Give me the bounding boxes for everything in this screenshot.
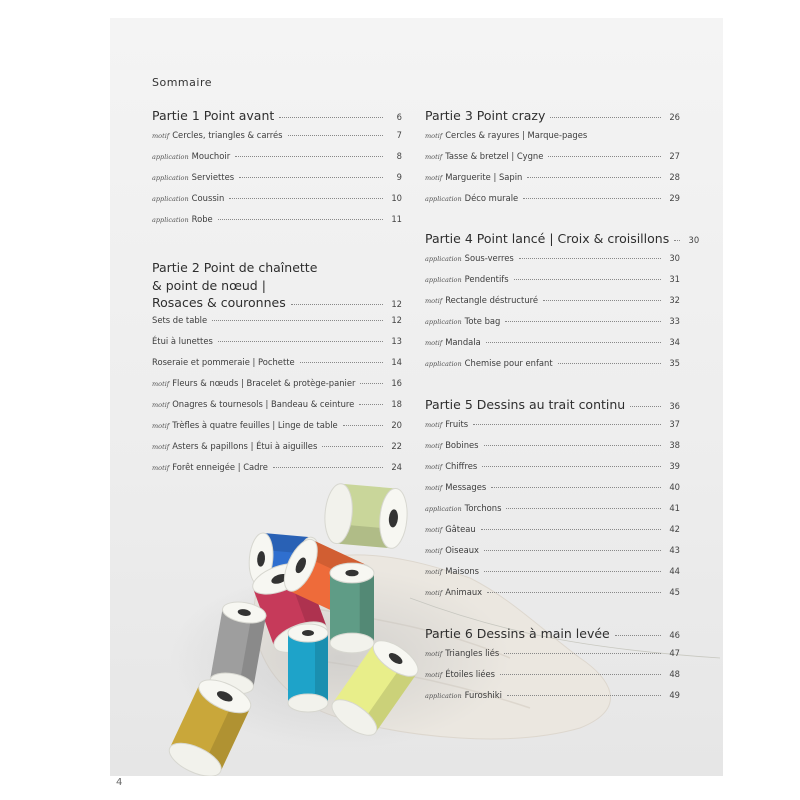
entry-title: Torchons xyxy=(464,503,502,513)
page-ref: 46 xyxy=(669,630,680,640)
entry-title: Sets de table xyxy=(152,315,208,325)
part-heading[interactable] xyxy=(425,108,680,126)
toc-entry[interactable] xyxy=(152,130,402,151)
entry-title: Pendentifs xyxy=(464,274,509,284)
page-ref: 32 xyxy=(669,295,680,305)
leader-dots xyxy=(279,117,383,118)
entry-kind: application xyxy=(425,505,462,513)
leader-dots xyxy=(273,467,383,468)
page-ref: 40 xyxy=(669,482,680,492)
entry-title: Étui à lunettes xyxy=(152,336,213,346)
page-ref: 36 xyxy=(669,401,680,411)
entry-kind: application xyxy=(425,692,462,700)
leader-dots xyxy=(218,219,383,220)
toc-entry[interactable] xyxy=(425,503,680,524)
leader-dots xyxy=(504,653,661,654)
entry-title: Maisons xyxy=(445,566,480,576)
entry-kind: motif xyxy=(152,132,170,140)
page-ref: 39 xyxy=(669,461,680,471)
entry-kind: application xyxy=(425,255,462,263)
toc-entry[interactable] xyxy=(425,193,680,214)
leader-dots xyxy=(486,342,661,343)
entry-kind: motif xyxy=(425,547,443,555)
toc-entry[interactable] xyxy=(425,566,680,587)
entry-title: Trèfles à quatre feuilles | Linge de table xyxy=(172,420,338,430)
leader-dots xyxy=(288,135,383,136)
toc-entry[interactable] xyxy=(425,358,680,379)
page-ref: 18 xyxy=(391,399,402,409)
leader-dots xyxy=(300,362,383,363)
entry-kind: application xyxy=(152,174,189,182)
entry-title: Oiseaux xyxy=(445,545,480,555)
page-ref: 34 xyxy=(669,337,680,347)
toc-entry[interactable] xyxy=(425,337,680,358)
part-title: Partie 3 Point crazy xyxy=(425,108,546,123)
entry-title: Cercles, triangles & carrés xyxy=(172,130,283,140)
entry-kind: motif xyxy=(425,671,443,679)
entry-title: Étoiles liées xyxy=(445,669,496,679)
leader-dots xyxy=(487,592,661,593)
toc-entry[interactable] xyxy=(152,462,402,483)
toc-entry[interactable] xyxy=(152,315,402,336)
page-ref: 28 xyxy=(669,172,680,182)
leader-dots xyxy=(491,487,661,488)
part-title: Partie 4 Point lancé | Croix & croisillons xyxy=(425,231,670,246)
page-ref: 26 xyxy=(669,112,680,122)
page-ref: 12 xyxy=(391,315,402,325)
leader-dots xyxy=(239,177,383,178)
leader-dots xyxy=(519,258,661,259)
toc-entry[interactable] xyxy=(152,378,402,399)
entry-kind: motif xyxy=(425,153,443,161)
entry-title: Chiffres xyxy=(445,461,478,471)
entry-title: Déco murale xyxy=(464,193,519,203)
toc-entry[interactable] xyxy=(152,214,402,235)
leader-dots xyxy=(229,198,383,199)
entry-kind: motif xyxy=(152,443,170,451)
entry-kind: motif xyxy=(425,650,443,658)
entry-kind: motif xyxy=(425,174,443,182)
entry-title: Mandala xyxy=(445,337,481,347)
leader-dots xyxy=(505,321,661,322)
entry-title: Messages xyxy=(445,482,487,492)
leader-dots xyxy=(484,445,661,446)
leader-dots xyxy=(359,404,383,405)
toc-entry[interactable] xyxy=(425,419,680,440)
entry-title: Asters & papillons | Étui à aiguilles xyxy=(172,441,318,451)
page-ref: 16 xyxy=(391,378,402,388)
leader-dots xyxy=(523,198,661,199)
entry-title: Furoshiki xyxy=(464,690,502,700)
section-gap xyxy=(425,214,680,231)
page-ref: 13 xyxy=(391,336,402,346)
page-ref: 7 xyxy=(396,130,402,140)
entry-title: Sous-verres xyxy=(464,253,514,263)
entry-kind: application xyxy=(425,195,462,203)
entry-kind: motif xyxy=(152,401,170,409)
toc-entry[interactable] xyxy=(425,524,680,545)
page-ref: 47 xyxy=(669,648,680,658)
entry-kind: application xyxy=(425,360,462,368)
entry-kind: application xyxy=(425,276,462,284)
page-ref: 20 xyxy=(391,420,402,430)
section-gap xyxy=(152,235,402,259)
entry-kind: application xyxy=(152,153,189,161)
entry-title: Cercles & rayures | Marque-pages xyxy=(445,130,588,140)
page-ref: 38 xyxy=(669,440,680,450)
toc-entry[interactable] xyxy=(425,253,680,274)
entry-title: Fleurs & nœuds | Bracelet & protège-panier xyxy=(172,378,356,388)
leader-dots xyxy=(484,571,661,572)
page-ref: 10 xyxy=(391,193,402,203)
leader-dots xyxy=(507,695,661,696)
toc-entry[interactable] xyxy=(152,441,402,462)
toc-column-right xyxy=(425,108,700,711)
leader-dots xyxy=(615,635,661,636)
page-ref: 33 xyxy=(669,316,680,326)
entry-title: Tote bag xyxy=(464,316,501,326)
toc-entry[interactable] xyxy=(425,648,680,669)
toc-entry[interactable] xyxy=(152,357,402,378)
toc-entry[interactable] xyxy=(425,669,680,690)
toc-entry[interactable] xyxy=(152,399,402,420)
toc-entry[interactable] xyxy=(425,130,680,151)
entry-title: Serviettes xyxy=(191,172,235,182)
part-heading[interactable] xyxy=(425,626,680,644)
entry-title: Coussin xyxy=(191,193,225,203)
toc-entry[interactable] xyxy=(425,690,680,711)
entry-title: Gâteau xyxy=(445,524,476,534)
leader-dots xyxy=(322,446,383,447)
toc-entry[interactable] xyxy=(152,193,402,214)
section-gap xyxy=(425,608,680,626)
page-ref: 8 xyxy=(396,151,402,161)
leader-dots xyxy=(514,279,661,280)
part-heading[interactable] xyxy=(152,108,402,126)
part-heading-line[interactable] xyxy=(152,259,402,277)
toc-entry[interactable] xyxy=(425,274,680,295)
leader-dots xyxy=(343,425,383,426)
page-ref: 11 xyxy=(391,214,402,224)
entry-title: Fruits xyxy=(445,419,469,429)
page-number: 4 xyxy=(116,777,123,788)
entry-kind: motif xyxy=(425,421,443,429)
leader-dots xyxy=(500,674,661,675)
thread-spool xyxy=(323,483,410,550)
toc-entry[interactable] xyxy=(425,151,680,172)
entry-title: Rectangle déstructuré xyxy=(445,295,539,305)
page-ref: 29 xyxy=(669,193,680,203)
leader-dots xyxy=(212,320,383,321)
entry-kind: motif xyxy=(152,464,170,472)
toc-column-left xyxy=(152,108,402,483)
page-ref: 14 xyxy=(391,357,402,367)
entry-title: Tasse & bretzel | Cygne xyxy=(445,151,544,161)
page-ref: 43 xyxy=(669,545,680,555)
entry-title: Roseraie et pommeraie | Pochette xyxy=(152,357,295,367)
entry-title: Bobines xyxy=(445,440,479,450)
page-ref: 27 xyxy=(669,151,680,161)
page-ref: 22 xyxy=(391,441,402,451)
entry-title: Marguerite | Sapin xyxy=(445,172,523,182)
leader-dots xyxy=(482,466,661,467)
entry-title: Animaux xyxy=(445,587,483,597)
part-title: Partie 6 Dessins à main levée xyxy=(425,626,610,641)
leader-dots xyxy=(674,240,680,241)
page-ref: 48 xyxy=(669,669,680,679)
entry-kind: motif xyxy=(425,526,443,534)
summary-title: Sommaire xyxy=(152,76,212,89)
page-ref: 37 xyxy=(669,419,680,429)
toc-entry[interactable] xyxy=(425,172,680,193)
page-ref: 12 xyxy=(391,299,402,309)
page-ref: 31 xyxy=(669,274,680,284)
part-title: Rosaces & couronnes xyxy=(152,295,286,310)
leader-dots xyxy=(550,117,661,118)
section-gap xyxy=(425,379,680,397)
part-heading[interactable] xyxy=(425,231,700,249)
entry-kind: application xyxy=(152,216,189,224)
toc-entry[interactable] xyxy=(425,295,680,316)
part-title: & point de nœud | xyxy=(152,278,266,293)
toc-entry[interactable] xyxy=(425,461,680,482)
toc-entry[interactable] xyxy=(425,587,680,608)
toc-entry[interactable] xyxy=(425,316,680,337)
part-heading[interactable] xyxy=(425,397,680,415)
page-ref: 41 xyxy=(669,503,680,513)
entry-title: Robe xyxy=(191,214,213,224)
entry-kind: application xyxy=(152,195,189,203)
leader-dots xyxy=(548,156,661,157)
entry-kind: motif xyxy=(425,463,443,471)
part-title: Partie 5 Dessins au trait continu xyxy=(425,397,626,412)
entry-kind: motif xyxy=(425,442,443,450)
part-title: Partie 1 Point avant xyxy=(152,108,275,123)
toc-entry[interactable] xyxy=(425,482,680,503)
page-ref: 24 xyxy=(391,462,402,472)
page-ref: 45 xyxy=(669,587,680,597)
toc-entry[interactable] xyxy=(152,151,402,172)
leader-dots xyxy=(291,304,383,305)
toc-entry[interactable] xyxy=(152,172,402,193)
part-heading-line[interactable] xyxy=(152,295,402,315)
toc-entry[interactable] xyxy=(152,420,402,441)
entry-kind: application xyxy=(425,318,462,326)
page-ref: 30 xyxy=(669,253,680,263)
thread-spool xyxy=(288,624,328,712)
entry-kind: motif xyxy=(425,339,443,347)
leader-dots xyxy=(558,363,661,364)
leader-dots xyxy=(481,529,661,530)
entry-title: Forêt enneigée | Cadre xyxy=(172,462,268,472)
entry-title: Mouchoir xyxy=(191,151,231,161)
entry-title: Triangles liés xyxy=(445,648,500,658)
thread-spool xyxy=(330,563,374,653)
toc-entry[interactable] xyxy=(425,440,680,461)
page-ref: 35 xyxy=(669,358,680,368)
leader-dots xyxy=(630,406,661,407)
page-ref: 30 xyxy=(688,235,700,245)
entry-kind: motif xyxy=(152,380,170,388)
page-ref: 6 xyxy=(396,112,402,122)
part-heading-line[interactable] xyxy=(152,277,402,295)
leader-dots xyxy=(506,508,661,509)
entry-kind: motif xyxy=(425,484,443,492)
entry-kind: motif xyxy=(425,568,443,576)
leader-dots xyxy=(360,383,383,384)
page-ref: 49 xyxy=(669,690,680,700)
entry-kind: motif xyxy=(152,422,170,430)
entry-kind: motif xyxy=(425,589,443,597)
toc-entry[interactable] xyxy=(425,545,680,566)
entry-title: Onagres & tournesols | Bandeau & ceinture xyxy=(172,399,355,409)
leader-dots xyxy=(484,550,661,551)
leader-dots xyxy=(235,156,383,157)
leader-dots xyxy=(473,424,661,425)
entry-kind: motif xyxy=(425,297,443,305)
entry-title: Chemise pour enfant xyxy=(464,358,553,368)
page-ref: 9 xyxy=(396,172,402,182)
page-ref: 42 xyxy=(669,524,680,534)
page-ref: 44 xyxy=(669,566,680,576)
toc-entry[interactable] xyxy=(152,336,402,357)
part-title: Partie 2 Point de chaînette xyxy=(152,260,318,275)
leader-dots xyxy=(527,177,661,178)
leader-dots xyxy=(218,341,383,342)
leader-dots xyxy=(543,300,661,301)
entry-kind: motif xyxy=(425,132,443,140)
